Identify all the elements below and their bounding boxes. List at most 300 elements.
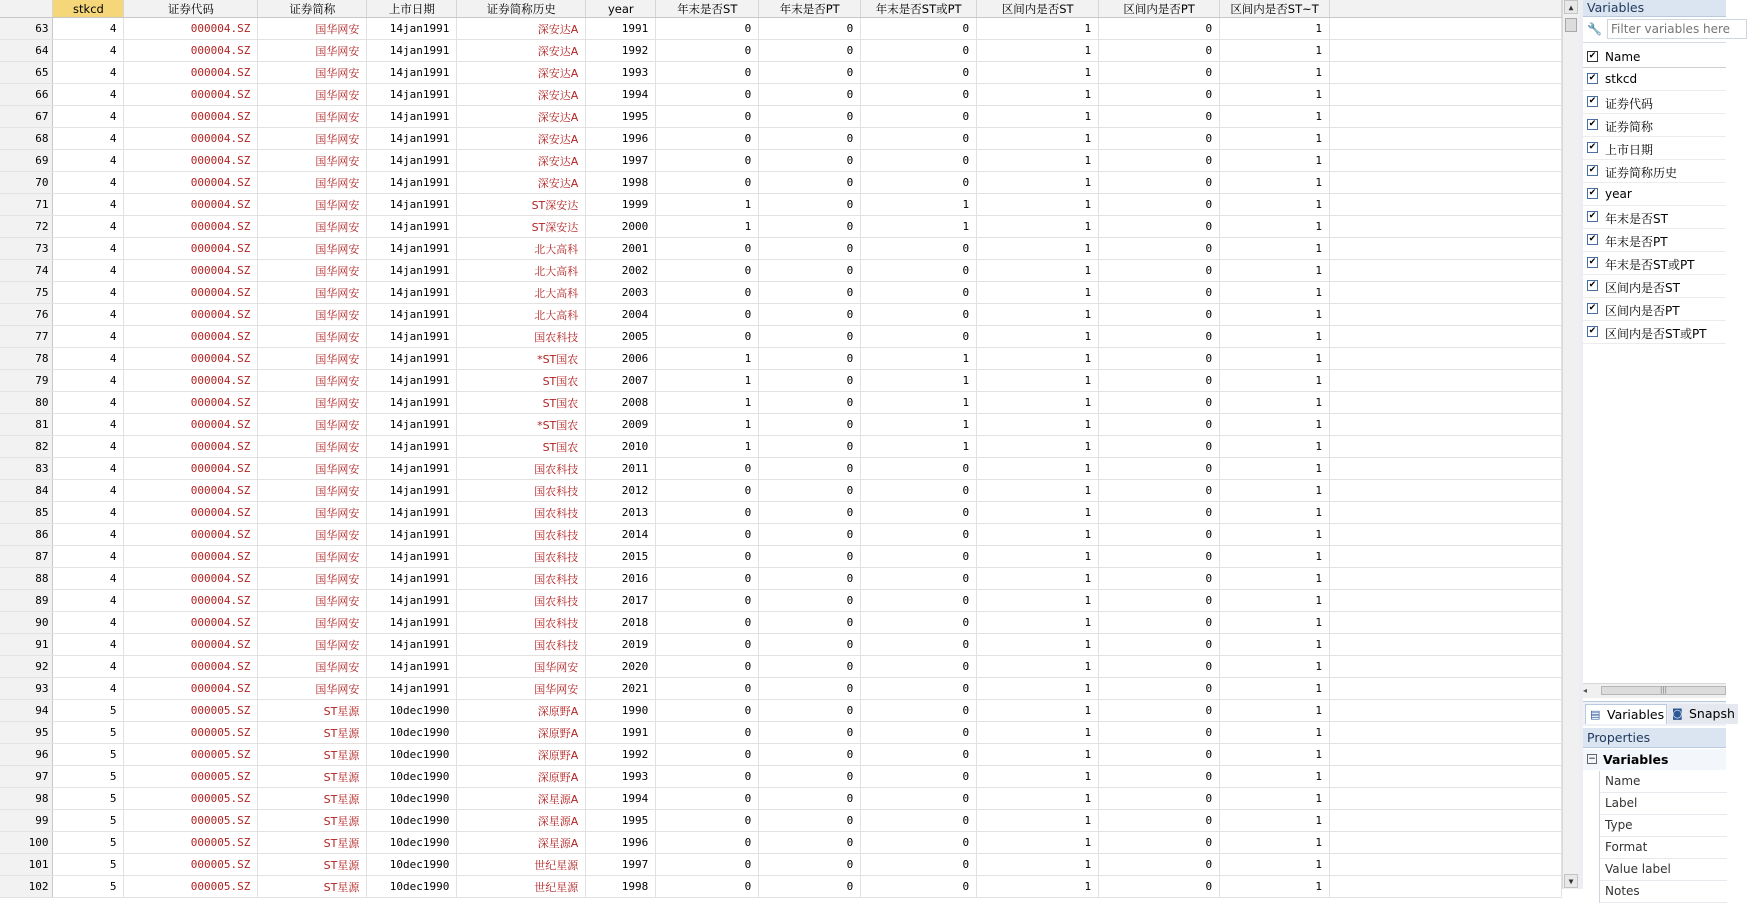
table-cell[interactable]: 0 [759,788,861,810]
table-cell[interactable]: 0 [1099,370,1220,392]
table-cell[interactable]: 000004.SZ [124,634,258,656]
table-row[interactable] [0,766,1562,788]
table-cell[interactable]: 10dec1990 [367,722,457,744]
table-cell[interactable]: 1 [977,458,1099,480]
table-cell[interactable]: ST国农 [457,370,586,392]
table-cell[interactable]: 国华网安 [258,370,367,392]
table-cell[interactable]: 1990 [586,700,656,722]
table-cell[interactable]: 0 [861,524,977,546]
table-cell[interactable]: 000005.SZ [124,722,258,744]
table-cell[interactable]: 国华网安 [457,678,586,700]
table-cell[interactable]: 1992 [586,40,656,62]
table-cell[interactable]: 2013 [586,502,656,524]
table-cell[interactable]: 1 [1220,304,1330,326]
table-cell[interactable]: ST星源 [258,744,367,766]
column-header[interactable]: 证券简称 [258,0,367,18]
table-cell[interactable]: 2014 [586,524,656,546]
table-cell[interactable]: 国华网安 [258,260,367,282]
table-cell[interactable]: 000004.SZ [124,656,258,678]
table-row[interactable] [0,656,1562,678]
table-cell[interactable]: 4 [53,590,124,612]
table-cell[interactable]: 000004.SZ [124,370,258,392]
table-cell[interactable]: 0 [759,106,861,128]
table-cell[interactable]: 世纪星源 [457,876,586,898]
table-cell[interactable]: 0 [759,854,861,876]
table-cell[interactable]: 0 [759,458,861,480]
table-cell[interactable]: 深原野A [457,722,586,744]
table-cell[interactable]: 1 [861,216,977,238]
table-row[interactable] [0,414,1562,436]
variable-list-item[interactable] [1583,206,1726,229]
table-cell[interactable]: 4 [53,524,124,546]
variable-checkbox[interactable]: ✔ [1588,142,1597,152]
table-cell[interactable]: 国华网安 [258,634,367,656]
table-row[interactable] [0,480,1562,502]
table-cell[interactable]: 000004.SZ [124,436,258,458]
table-row[interactable] [0,700,1562,722]
table-cell[interactable]: 深安达A [457,150,586,172]
table-cell[interactable]: 0 [1099,392,1220,414]
table-cell[interactable]: 0 [861,84,977,106]
table-cell[interactable]: 1 [861,194,977,216]
table-cell[interactable]: 1996 [586,832,656,854]
table-cell[interactable]: 4 [53,502,124,524]
table-cell[interactable]: ST星源 [258,700,367,722]
scroll-down-icon[interactable]: ▼ [1564,874,1578,888]
table-cell[interactable]: 0 [759,348,861,370]
column-header[interactable]: 证券代码 [124,0,258,18]
table-cell[interactable]: 0 [861,458,977,480]
table-cell[interactable]: 深原野A [457,744,586,766]
table-cell[interactable]: 1 [1220,18,1330,40]
table-cell[interactable]: 国华网安 [258,678,367,700]
table-cell[interactable]: 2020 [586,656,656,678]
column-header[interactable]: 年末是否PT [759,0,861,18]
table-cell[interactable]: 1 [1220,370,1330,392]
table-cell[interactable]: 0 [861,788,977,810]
table-cell[interactable]: 0 [759,194,861,216]
properties-variables-section[interactable] [1583,749,1726,770]
column-header[interactable]: 区间内是否ST~T [1220,0,1330,18]
table-cell[interactable]: 0 [861,282,977,304]
table-cell[interactable]: 000004.SZ [124,304,258,326]
table-cell[interactable]: 北大高科 [457,282,586,304]
table-cell[interactable]: 14jan1991 [367,106,457,128]
table-cell[interactable]: 国华网安 [258,392,367,414]
table-cell[interactable]: 0 [759,766,861,788]
table-cell[interactable]: 世纪星源 [457,854,586,876]
table-cell[interactable]: 4 [53,62,124,84]
table-cell[interactable]: 0 [656,172,759,194]
table-row[interactable] [0,40,1562,62]
table-cell[interactable]: 000004.SZ [124,62,258,84]
table-cell[interactable]: 0 [861,18,977,40]
column-header[interactable]: 证券简称历史 [457,0,586,18]
table-cell[interactable]: 0 [759,480,861,502]
table-cell[interactable]: 000004.SZ [124,568,258,590]
table-cell[interactable]: 0 [759,810,861,832]
table-cell[interactable]: 0 [1099,62,1220,84]
table-cell[interactable]: 0 [861,656,977,678]
table-row[interactable] [0,304,1562,326]
table-cell[interactable]: 0 [861,568,977,590]
table-cell[interactable]: 国农科技 [457,480,586,502]
table-cell[interactable]: 000005.SZ [124,854,258,876]
table-cell[interactable]: 1996 [586,128,656,150]
table-cell[interactable]: 国华网安 [258,150,367,172]
table-row[interactable] [0,612,1562,634]
table-cell[interactable]: 0 [1099,788,1220,810]
table-cell[interactable]: 4 [53,172,124,194]
table-cell[interactable]: 2006 [586,348,656,370]
table-cell[interactable]: 0 [1099,326,1220,348]
table-cell[interactable]: 000004.SZ [124,678,258,700]
collapse-icon[interactable]: − [1588,754,1596,764]
table-cell[interactable]: 5 [53,766,124,788]
table-cell[interactable]: 1 [1220,260,1330,282]
table-cell[interactable]: 000004.SZ [124,238,258,260]
table-cell[interactable]: 0 [656,700,759,722]
variable-checkbox[interactable]: ✔ [1588,119,1597,129]
table-cell[interactable]: 1 [977,568,1099,590]
table-cell[interactable]: 0 [861,128,977,150]
table-cell[interactable]: 1 [1220,876,1330,898]
table-cell[interactable]: 国华网安 [258,502,367,524]
table-cell[interactable]: 1995 [586,810,656,832]
table-cell[interactable]: 4 [53,128,124,150]
table-cell[interactable]: 0 [656,458,759,480]
table-row[interactable] [0,282,1562,304]
table-cell[interactable]: 0 [1099,128,1220,150]
table-cell[interactable]: 1 [1220,590,1330,612]
table-cell[interactable]: 北大高科 [457,304,586,326]
table-cell[interactable]: 北大高科 [457,238,586,260]
table-cell[interactable]: 14jan1991 [367,436,457,458]
table-cell[interactable]: 5 [53,832,124,854]
table-cell[interactable]: 0 [759,172,861,194]
table-cell[interactable]: 1 [1220,326,1330,348]
table-row[interactable] [0,238,1562,260]
table-row[interactable] [0,84,1562,106]
table-cell[interactable]: 国华网安 [258,18,367,40]
table-cell[interactable]: 1991 [586,722,656,744]
property-row[interactable]: Notes [1600,881,1727,903]
table-cell[interactable]: 0 [861,832,977,854]
table-cell[interactable]: 0 [656,678,759,700]
table-cell[interactable]: 1 [1220,788,1330,810]
table-cell[interactable]: 000004.SZ [124,524,258,546]
table-cell[interactable]: 深星源A [457,788,586,810]
table-cell[interactable]: 14jan1991 [367,84,457,106]
table-cell[interactable]: 14jan1991 [367,414,457,436]
table-cell[interactable]: 国华网安 [258,106,367,128]
table-cell[interactable]: 1 [977,106,1099,128]
table-cell[interactable]: 0 [861,744,977,766]
table-cell[interactable]: 国农科技 [457,634,586,656]
table-row[interactable] [0,18,1562,40]
table-cell[interactable]: *ST国农 [457,348,586,370]
table-row[interactable] [0,326,1562,348]
table-cell[interactable]: 0 [656,128,759,150]
table-cell[interactable]: 000004.SZ [124,216,258,238]
table-cell[interactable]: 1 [1220,40,1330,62]
table-cell[interactable]: 0 [759,612,861,634]
table-cell[interactable]: 14jan1991 [367,18,457,40]
table-row[interactable] [0,854,1562,876]
table-row[interactable] [0,722,1562,744]
table-cell[interactable]: 1 [1220,810,1330,832]
table-cell[interactable]: 0 [1099,700,1220,722]
table-cell[interactable]: 0 [759,502,861,524]
table-cell[interactable]: 4 [53,612,124,634]
table-cell[interactable]: 14jan1991 [367,590,457,612]
table-cell[interactable]: 4 [53,40,124,62]
table-cell[interactable]: 4 [53,656,124,678]
table-cell[interactable]: 2012 [586,480,656,502]
table-cell[interactable]: 0 [759,84,861,106]
table-cell[interactable]: 1 [977,766,1099,788]
table-cell[interactable]: 0 [861,700,977,722]
table-cell[interactable]: 1993 [586,766,656,788]
scroll-thumb[interactable] [1565,18,1577,32]
table-cell[interactable]: 1994 [586,84,656,106]
table-cell[interactable]: 1 [1220,546,1330,568]
table-cell[interactable]: 0 [759,216,861,238]
table-cell[interactable]: 4 [53,216,124,238]
table-cell[interactable]: 14jan1991 [367,656,457,678]
table-cell[interactable]: 1 [977,40,1099,62]
table-cell[interactable]: 0 [656,84,759,106]
table-cell[interactable]: 1992 [586,744,656,766]
table-cell[interactable]: 4 [53,458,124,480]
variable-list-item[interactable] [1583,68,1726,91]
table-cell[interactable]: 国农科技 [457,590,586,612]
table-cell[interactable]: 0 [656,854,759,876]
table-cell[interactable]: 1 [656,216,759,238]
table-cell[interactable]: 000004.SZ [124,18,258,40]
table-cell[interactable]: 0 [656,788,759,810]
wrench-icon[interactable]: 🔧 [1587,22,1602,36]
table-cell[interactable]: 0 [759,18,861,40]
table-cell[interactable]: 国农科技 [457,546,586,568]
table-row[interactable] [0,546,1562,568]
table-cell[interactable]: 0 [1099,194,1220,216]
table-cell[interactable]: 4 [53,282,124,304]
table-cell[interactable]: 0 [759,392,861,414]
table-cell[interactable]: 000005.SZ [124,700,258,722]
table-cell[interactable]: 1999 [586,194,656,216]
table-cell[interactable]: 1997 [586,150,656,172]
table-cell[interactable]: 4 [53,634,124,656]
table-cell[interactable]: 1998 [586,172,656,194]
table-cell[interactable]: 0 [759,304,861,326]
table-cell[interactable]: 000004.SZ [124,106,258,128]
table-row[interactable] [0,150,1562,172]
table-cell[interactable]: 1 [861,392,977,414]
table-cell[interactable]: 1 [1220,612,1330,634]
column-header[interactable]: 年末是否ST或PT [861,0,977,18]
table-cell[interactable]: 0 [861,40,977,62]
table-cell[interactable]: 0 [1099,832,1220,854]
table-cell[interactable]: 14jan1991 [367,546,457,568]
table-cell[interactable]: 国华网安 [258,282,367,304]
table-cell[interactable]: 1 [1220,634,1330,656]
table-row[interactable] [0,788,1562,810]
table-cell[interactable]: 10dec1990 [367,876,457,898]
table-cell[interactable]: 0 [759,568,861,590]
table-cell[interactable]: 1 [977,172,1099,194]
filter-variables-input[interactable] [1607,19,1747,39]
table-cell[interactable]: 2003 [586,282,656,304]
table-cell[interactable]: 0 [1099,612,1220,634]
table-row[interactable] [0,62,1562,84]
table-row[interactable] [0,216,1562,238]
table-cell[interactable]: 国华网安 [258,546,367,568]
table-cell[interactable]: 1 [977,62,1099,84]
table-cell[interactable]: 1 [977,502,1099,524]
scroll-left-icon[interactable]: ◂ [1583,686,1588,695]
table-cell[interactable]: 国华网安 [258,656,367,678]
table-cell[interactable]: 0 [1099,260,1220,282]
table-cell[interactable]: 国华网安 [258,128,367,150]
table-cell[interactable]: 深原野A [457,700,586,722]
table-cell[interactable]: 0 [1099,172,1220,194]
table-cell[interactable]: 0 [1099,810,1220,832]
table-cell[interactable]: 1 [1220,568,1330,590]
variables-list-header[interactable] [1583,48,1726,68]
table-cell[interactable]: 2019 [586,634,656,656]
table-cell[interactable]: 2009 [586,414,656,436]
table-cell[interactable]: 国农科技 [457,326,586,348]
table-cell[interactable]: ST深安达 [457,194,586,216]
table-cell[interactable]: 0 [1099,546,1220,568]
variable-list-item[interactable] [1583,183,1726,206]
table-cell[interactable]: 0 [656,480,759,502]
table-cell[interactable]: 0 [861,480,977,502]
table-cell[interactable]: 000004.SZ [124,172,258,194]
variable-list-item[interactable] [1583,137,1726,160]
variable-checkbox[interactable]: ✔ [1588,280,1597,290]
table-cell[interactable]: 4 [53,436,124,458]
table-row[interactable] [0,128,1562,150]
table-cell[interactable]: 1 [977,84,1099,106]
table-cell[interactable]: 国华网安 [258,414,367,436]
table-row[interactable] [0,678,1562,700]
table-cell[interactable]: 0 [656,810,759,832]
table-cell[interactable]: 国华网安 [258,590,367,612]
table-cell[interactable]: 1 [1220,480,1330,502]
table-cell[interactable]: ST星源 [258,876,367,898]
table-cell[interactable]: 国华网安 [258,348,367,370]
table-cell[interactable]: 0 [656,656,759,678]
table-row[interactable] [0,392,1562,414]
table-cell[interactable]: 000004.SZ [124,612,258,634]
table-cell[interactable]: 1 [656,392,759,414]
property-row[interactable]: Format [1600,837,1727,859]
table-cell[interactable]: 000004.SZ [124,150,258,172]
table-cell[interactable]: 1 [977,744,1099,766]
variable-checkbox[interactable]: ✔ [1588,73,1597,83]
table-cell[interactable]: 1 [1220,722,1330,744]
table-cell[interactable]: 14jan1991 [367,40,457,62]
table-cell[interactable]: 14jan1991 [367,304,457,326]
table-cell[interactable]: 0 [656,18,759,40]
table-cell[interactable]: 1991 [586,18,656,40]
table-cell[interactable]: 1 [1220,392,1330,414]
table-cell[interactable]: 0 [759,524,861,546]
table-cell[interactable]: ST星源 [258,854,367,876]
table-cell[interactable]: 14jan1991 [367,502,457,524]
table-cell[interactable]: 0 [861,304,977,326]
table-cell[interactable]: 10dec1990 [367,700,457,722]
table-cell[interactable]: 1997 [586,854,656,876]
table-cell[interactable]: 0 [656,524,759,546]
table-cell[interactable]: 0 [861,810,977,832]
table-cell[interactable]: 000004.SZ [124,392,258,414]
table-cell[interactable]: 1 [977,722,1099,744]
table-row[interactable] [0,348,1562,370]
table-cell[interactable]: 1 [977,590,1099,612]
table-cell[interactable]: 国华网安 [258,568,367,590]
table-cell[interactable]: 0 [861,62,977,84]
table-cell[interactable]: 14jan1991 [367,458,457,480]
table-cell[interactable]: 1 [977,326,1099,348]
table-cell[interactable]: 1 [1220,282,1330,304]
table-cell[interactable]: 5 [53,876,124,898]
table-cell[interactable]: 深安达A [457,18,586,40]
table-cell[interactable]: ST星源 [258,810,367,832]
table-cell[interactable]: 国农科技 [457,458,586,480]
table-cell[interactable]: 0 [656,150,759,172]
table-cell[interactable]: 1 [977,304,1099,326]
table-cell[interactable]: 0 [759,128,861,150]
variable-list-item[interactable] [1583,114,1726,137]
table-cell[interactable]: 1 [656,414,759,436]
table-cell[interactable]: 0 [861,106,977,128]
table-cell[interactable]: 000005.SZ [124,832,258,854]
table-cell[interactable]: 0 [656,612,759,634]
table-cell[interactable]: 深星源A [457,810,586,832]
table-cell[interactable]: 0 [759,414,861,436]
table-cell[interactable]: 0 [1099,568,1220,590]
table-cell[interactable]: 2002 [586,260,656,282]
table-cell[interactable]: 4 [53,414,124,436]
table-cell[interactable]: 1 [861,436,977,458]
table-cell[interactable]: 1993 [586,62,656,84]
table-cell[interactable]: 14jan1991 [367,568,457,590]
table-cell[interactable]: 2008 [586,392,656,414]
table-cell[interactable]: 国华网安 [258,436,367,458]
table-cell[interactable]: 1 [977,700,1099,722]
table-row[interactable] [0,172,1562,194]
table-cell[interactable]: 0 [1099,590,1220,612]
table-cell[interactable]: 0 [1099,436,1220,458]
table-cell[interactable]: 0 [759,832,861,854]
table-cell[interactable]: 0 [1099,656,1220,678]
table-cell[interactable]: 0 [1099,150,1220,172]
table-cell[interactable]: 1 [977,150,1099,172]
variable-list-item[interactable] [1583,298,1726,321]
table-cell[interactable]: 0 [1099,18,1220,40]
table-cell[interactable]: 1 [656,194,759,216]
table-cell[interactable]: 国华网安 [457,656,586,678]
table-cell[interactable]: 1 [977,480,1099,502]
table-cell[interactable]: 1 [977,370,1099,392]
table-cell[interactable]: 1 [977,128,1099,150]
table-cell[interactable]: 1 [656,436,759,458]
table-cell[interactable]: 000004.SZ [124,282,258,304]
table-cell[interactable]: 4 [53,84,124,106]
